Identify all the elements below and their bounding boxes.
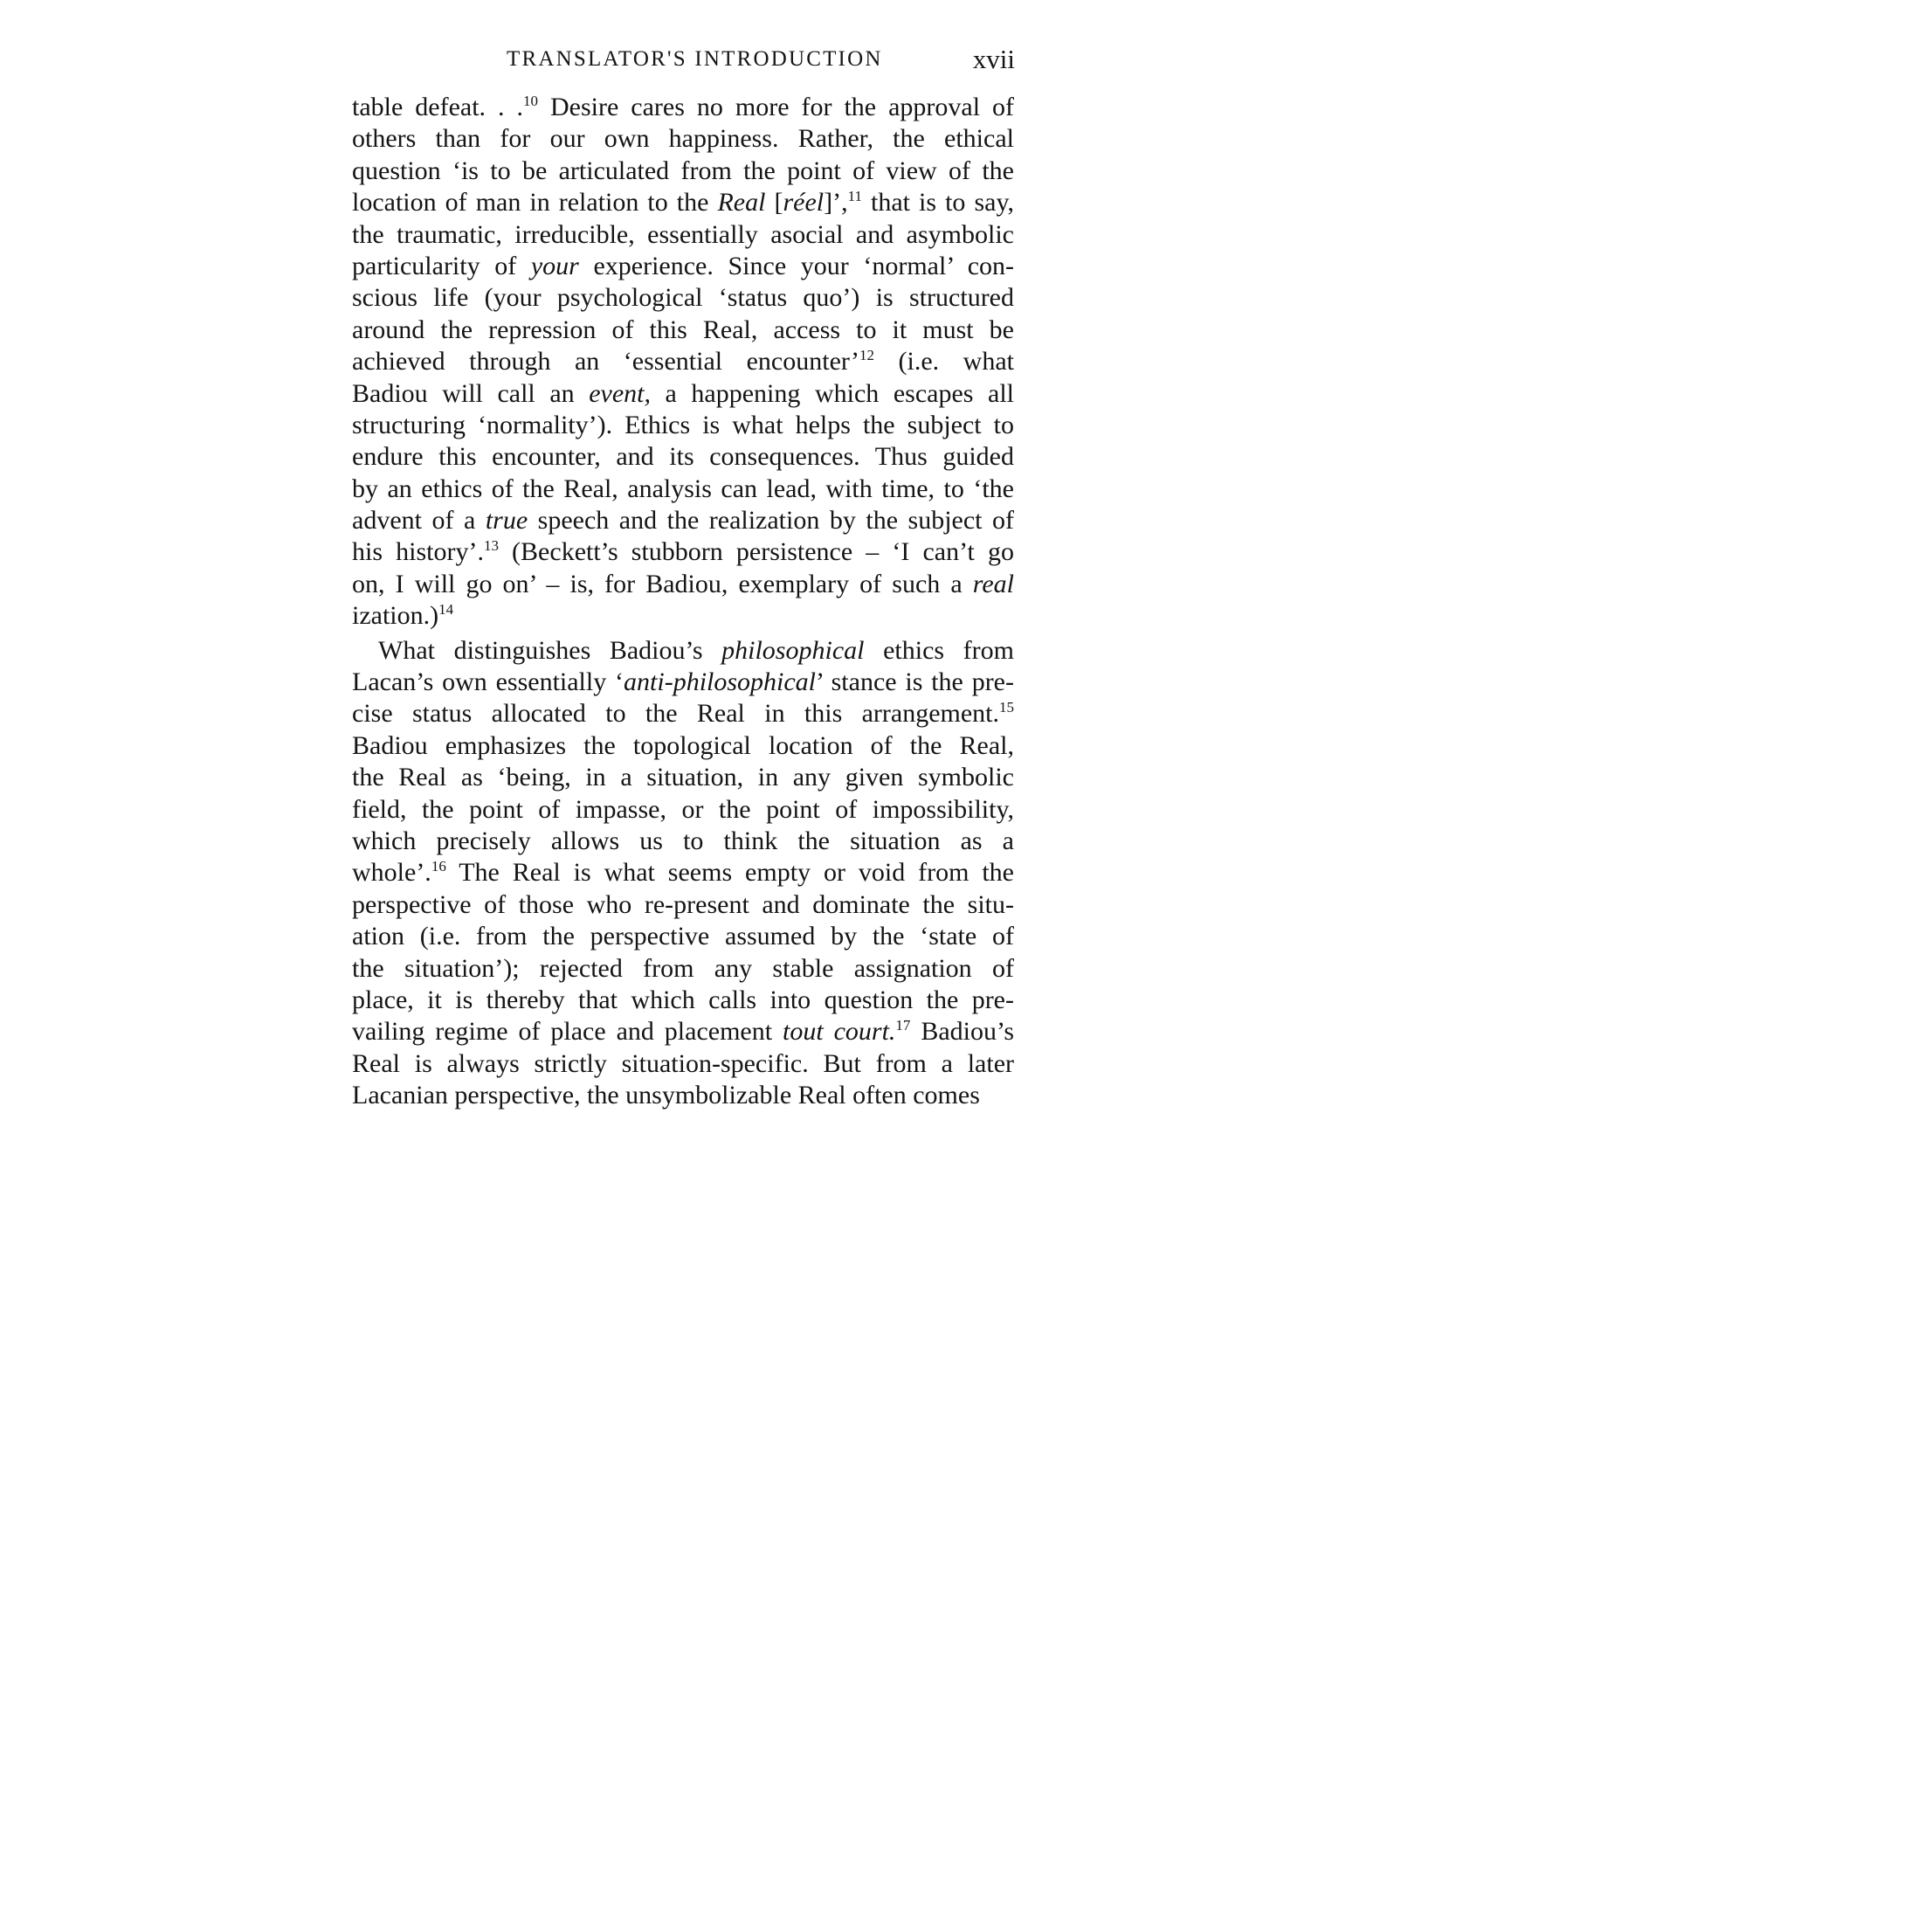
text-line: his history’.$^{13}$ (Beckett’s stubborn persistence – ‘I can’t go (352, 537, 1014, 567)
text-line: Badiou emphasizes the topological location of the Real, (352, 730, 1014, 760)
text-line: question ‘is to be articulated from the point of view of the (352, 156, 1014, 185)
italic-term: your (530, 251, 579, 280)
paragraph-2 (352, 635, 1014, 1112)
text-line: which precisely allows us to think the situation as a (352, 826, 1014, 855)
text-line: Real is always strictly situation-specific. But from a later (352, 1048, 1014, 1078)
text-line: ation (i.e. from the perspective assumed by the ‘state of (352, 922, 1014, 951)
body-text (352, 92, 1014, 1112)
text-line: ization.)$^{14}$ (352, 601, 454, 631)
text-line: the traumatic, irreducible, essentially asocial and asymbolic (352, 219, 1014, 249)
paragraph-1 (352, 92, 1014, 633)
footnote-marker: 15 (999, 699, 1014, 716)
text-line: others than for our own happiness. Rather, the ethical (352, 124, 1014, 154)
footnote-marker: 16 (431, 858, 446, 875)
italic-term: anti-philosophical (624, 667, 817, 697)
text-line: perspective of those who re-present and dominate the situ- (352, 889, 1014, 919)
running-head (498, 42, 1015, 77)
italic-term: real (972, 569, 1014, 598)
italic-term: Real (717, 188, 766, 218)
text-line: vailing regime of place and placement tout court.$^{17}$ Badiou’s (352, 1017, 1014, 1047)
footnote-marker: 12 (859, 347, 874, 364)
footnote-marker: 17 (895, 1017, 911, 1034)
text-line: whole’.$^{16}$ The Real is what seems empty or void from the (352, 858, 1014, 888)
text-line: place, it is thereby that which calls into question the pre- (352, 985, 1014, 1014)
italic-term: true (485, 506, 528, 536)
text-line: structuring ‘normality’). Ethics is what helps the subject to (352, 410, 1014, 439)
text-line: on, I will go on’ – is, for Badiou, exemplary of such a real (352, 569, 1014, 598)
footnote-marker: 11 (847, 188, 862, 205)
running-title: TRANSLATOR'S INTRODUCTION (507, 47, 883, 71)
text-line: cise status allocated to the Real in this arrangement.$^{15}$ (352, 699, 1014, 729)
text-line: Lacanian perspective, the unsymbolizable Real often comes (352, 1081, 980, 1110)
text-line: Lacan’s own essentially ‘anti-philosophical’ stance is the pre- (352, 667, 1014, 697)
text-line: Badiou will call an event, a happening which escapes all (352, 378, 1014, 408)
text-line: achieved through an ‘essential encounter’$^{12}$ (i.e. what (352, 347, 1014, 377)
text-line: particularity of your experience. Since your ‘normal’ con- (352, 251, 1015, 280)
text-line: around the repression of this Real, access to it must be (352, 315, 1014, 344)
text-line: field, the point of impasse, or the point of impossibility, (352, 794, 1014, 824)
footnote-marker: 13 (483, 537, 499, 555)
text-line: the situation’); rejected from any stable assignation of (352, 953, 1014, 983)
page-number: xvii (972, 44, 1015, 74)
italic-term: event, (589, 378, 651, 408)
footnote-marker: 10 (523, 93, 539, 109)
footnote-marker: 14 (438, 601, 454, 619)
italic-term: réel (783, 188, 825, 218)
text-line: advent of a true speech and the realization by the subject of (352, 506, 1015, 536)
text-line: by an ethics of the Real, analysis can lead, with time, to ‘the (352, 474, 1014, 503)
text-line: What distinguishes Badiou’s philosophical ethics from (378, 635, 1014, 665)
italic-term: tout court. (782, 1017, 896, 1047)
text-line: scious life (your psychological ‘status quo’) is structured (352, 283, 1014, 313)
text-line: endure this encounter, and its consequences. Thus guided (352, 442, 1014, 472)
text-line: location of man in relation to the Real [réel]’,$^{11}$ that is to say, (352, 188, 1014, 218)
italic-term: philosophical (721, 635, 865, 665)
text-line: table defeat. . .$^{10}$ Desire cares no more for the approval of (352, 93, 1015, 121)
text-line: the Real as ‘being, in a situation, in any given symbolic (352, 763, 1014, 792)
